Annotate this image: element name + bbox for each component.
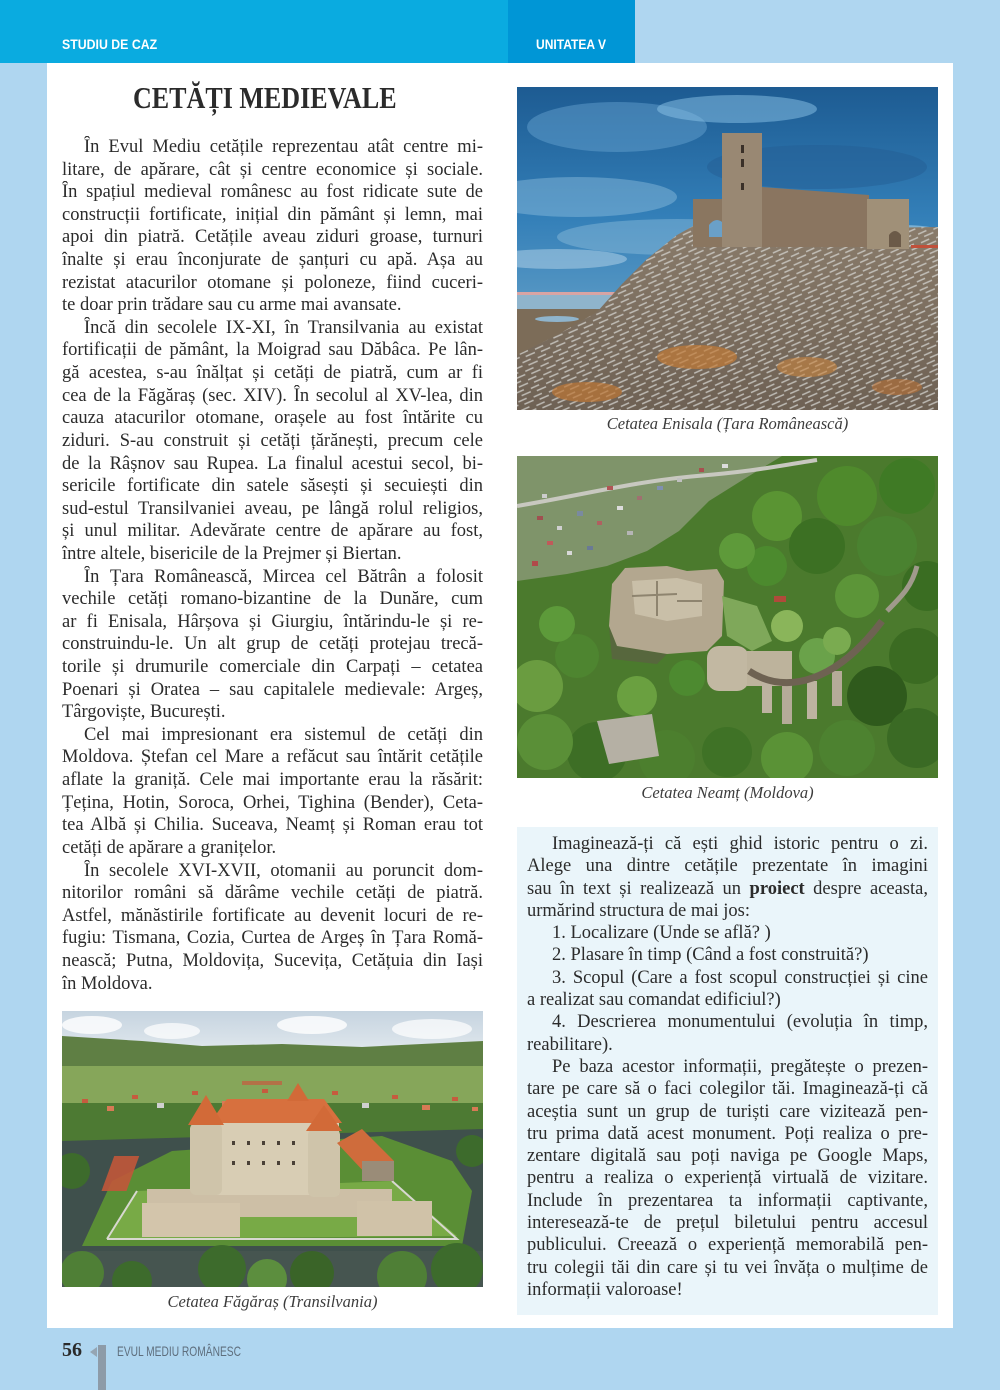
photo-cetatea-enisala	[517, 87, 938, 410]
fagaras-fortress-image	[62, 1011, 483, 1287]
text-line: sud-estul Transilvaniei aveau, pe lângă rolul religios,	[62, 498, 483, 519]
step-item-3-cont: a realizat sau comandat edificiul?)	[527, 990, 781, 1011]
paragraph	[62, 724, 483, 860]
caption-neamt: Cetatea Neamț (Moldova)	[641, 783, 814, 802]
activity-text	[527, 833, 928, 1301]
photo-cetatea-neamt	[517, 456, 938, 778]
text-line	[527, 878, 928, 900]
paragraph	[62, 860, 483, 996]
text-line: Alege una dintre cetățile prezentate în imagini	[527, 856, 928, 877]
text-line: publicului. Creează o experiență memorabilă pen-	[527, 1235, 928, 1256]
step-item-4: 4. Descrierea monumentului (evoluția în timp,	[552, 1012, 928, 1033]
text-line: înalte și erau înconjurate de șanțuri cu apă. Așa au	[62, 250, 483, 271]
text-line: apoi din piatră. Cetățile aveau ziduri groase, turnuri	[62, 227, 483, 248]
step-item-2: 2. Plasare în timp (Când a fost construită?)	[552, 945, 869, 966]
text-line: litare, de apărare, cât și centre economice și sociale.	[62, 159, 483, 180]
text-line: fortificații de pământ, la Moigrad sau Dăbâca. Pe lân-	[62, 340, 483, 361]
text-segment: sau în text și realizează un	[527, 878, 750, 899]
text-line: În secolele XVI-XVII, otomanii au poruncit dom-	[84, 860, 483, 881]
text-line: În Țara Românească, Mircea cel Bătrân a folosit	[84, 566, 483, 587]
step-item-4-cont: reabilitare).	[527, 1034, 613, 1055]
text-line: ziduri. S-au construit și cetăți țărănești, precum cele	[62, 430, 483, 451]
text-line: rezistat atacurilor otomane și poloneze, fiind cuceri-	[62, 272, 483, 293]
text-line: nitorilor români să dărâme vechile cetăți de piatră.	[62, 883, 483, 904]
text-line: Pe baza acestor informații, pregătește o prezen-	[552, 1056, 928, 1077]
text-line: zentare digitală sau poți naviga pe Google Maps,	[527, 1146, 928, 1167]
text-line: de la Râșnov sau Rupea. La finalul acestui secol, bi-	[62, 453, 483, 474]
project-steps-list	[527, 922, 928, 1056]
text-line: urmărind structura de mai jos:	[527, 900, 750, 921]
text-line: între altele, bisericile de la Prejmer și Biertan.	[62, 543, 402, 564]
text-line: aflate la graniță. Cele mai importante erau la răsărit:	[62, 770, 483, 791]
text-line: te doar prin trădare sau cu arme mai avansate.	[62, 295, 402, 316]
chapter-title: EVUL MEDIU ROMÂNESC	[117, 1343, 241, 1359]
text-line: torile și drumurile comerciale din Carpați – cetatea	[62, 657, 483, 678]
text-line: construcții fortificate, inițial din pământ și lemn, mai	[62, 204, 483, 225]
text-line: În spațiul medieval românesc au fost ridicate sute de	[62, 182, 483, 203]
activity-intro	[527, 833, 928, 922]
article-body	[62, 136, 483, 995]
caption-enisala: Cetatea Enisala (Țara Românească)	[606, 414, 849, 433]
text-line: interesează-te de prețul biletului pentru accesul	[527, 1213, 928, 1234]
text-line: fugiu: Tismana, Cozia, Curtea de Argeș în Țara Romă-	[62, 928, 483, 949]
text-line: Cel mai impresionant era sistemul de cetăți din	[84, 724, 483, 745]
page-number: 56	[62, 1339, 82, 1361]
caption-fagaras: Cetatea Făgăraș (Transilvania)	[167, 1292, 378, 1311]
step-item-1: 1. Localizare (Unde se află? )	[552, 923, 771, 944]
activity-closing	[527, 1056, 928, 1301]
paragraph	[62, 136, 483, 317]
text-line: cetăți de apărare a granițelor.	[62, 837, 277, 858]
footer-divider-bar	[98, 1345, 106, 1390]
text-line: cauza atacurilor otomane, orașele au fost întărite cu	[62, 408, 483, 429]
text-line: În Evul Mediu cetățile reprezentau atât centre mi-	[84, 137, 483, 157]
text-line: Poenari și Oratea – sau capitalele medievale: Argeș,	[62, 679, 483, 700]
text-segment: despre aceasta,	[804, 878, 928, 899]
text-line: pentru a realiza o experiență virtuală de vizitare.	[527, 1168, 928, 1189]
text-line: cea de la Făgăraș (sec. XIV). În secolul al XV-lea, din	[62, 385, 483, 406]
text-line: Include în prezentarea ta informații captivante,	[527, 1190, 928, 1211]
paragraph	[62, 566, 483, 724]
text-line: nească; Putna, Moldovița, Sucevița, Cetățuia din Iași	[62, 950, 483, 971]
text-line: gă acestea, s-au înălțat și cetăți de piatră, cum ar fi	[62, 363, 483, 384]
text-line: Astfel, mănăstirile fortificate au devenit locuri de re-	[62, 905, 483, 926]
page-title: CETĂȚI MEDIEVALE	[133, 80, 397, 115]
text-line: construindu-le. Un alt grup de cetăți protejau trecă-	[62, 634, 483, 655]
text-line: în Moldova.	[62, 973, 153, 994]
text-line: informații valoroase!	[527, 1279, 683, 1300]
text-line: Târgoviște, București.	[62, 702, 226, 723]
enisala-fortress-image	[517, 87, 938, 410]
text-line: aceștia sunt un grup de turiști care vizitează pen-	[527, 1101, 928, 1122]
text-line: vechile cetăți romano-bizantine de la Dunăre, cum	[62, 589, 483, 610]
text-line: Moldova. Ștefan cel Mare a refăcut sau întărit cetățile	[62, 747, 483, 768]
triangle-marker-icon	[90, 1347, 97, 1357]
text-line: Imaginează-ți că ești ghid istoric pentru o zi.	[552, 834, 928, 854]
photo-cetatea-fagaras	[62, 1011, 483, 1287]
neamt-fortress-image	[517, 456, 938, 778]
text-line: și unul militar. Adevărate centre de apărare au fost,	[62, 521, 483, 542]
text-line: sericile fortificate din satele săsești și secuiești din	[62, 476, 483, 497]
text-line: ar fi Enisala, Hârșova și Giurgiu, întărindu-le și re-	[62, 611, 483, 632]
emphasis-proiect: proiect	[749, 878, 805, 899]
unit-label: UNITATEA V	[536, 36, 607, 52]
section-label: STUDIU DE CAZ	[62, 36, 158, 52]
text-line: Țețina, Hotin, Soroca, Orhei, Tighina (Bender), Ceta-	[62, 792, 483, 813]
text-line: tare pe care să o faci colegilor tăi. Imaginează-ți că	[527, 1079, 928, 1100]
unit-tab	[508, 0, 635, 63]
text-line: tru colegii tăi din care și tu vei învăța o mulțime de	[527, 1257, 928, 1278]
text-line: tru prima dată acest monument. Poți realiza o pre-	[527, 1123, 928, 1144]
text-line: Încă din secolele IX-XI, în Transilvania au existat	[84, 317, 483, 338]
text-line: tea Albă și Chilia. Suceava, Neamț și Roman erau tot	[62, 815, 483, 836]
header-bar	[0, 0, 508, 63]
paragraph	[62, 317, 483, 566]
step-item-3: 3. Scopul (Care a fost scopul construcției și cine	[552, 967, 928, 988]
